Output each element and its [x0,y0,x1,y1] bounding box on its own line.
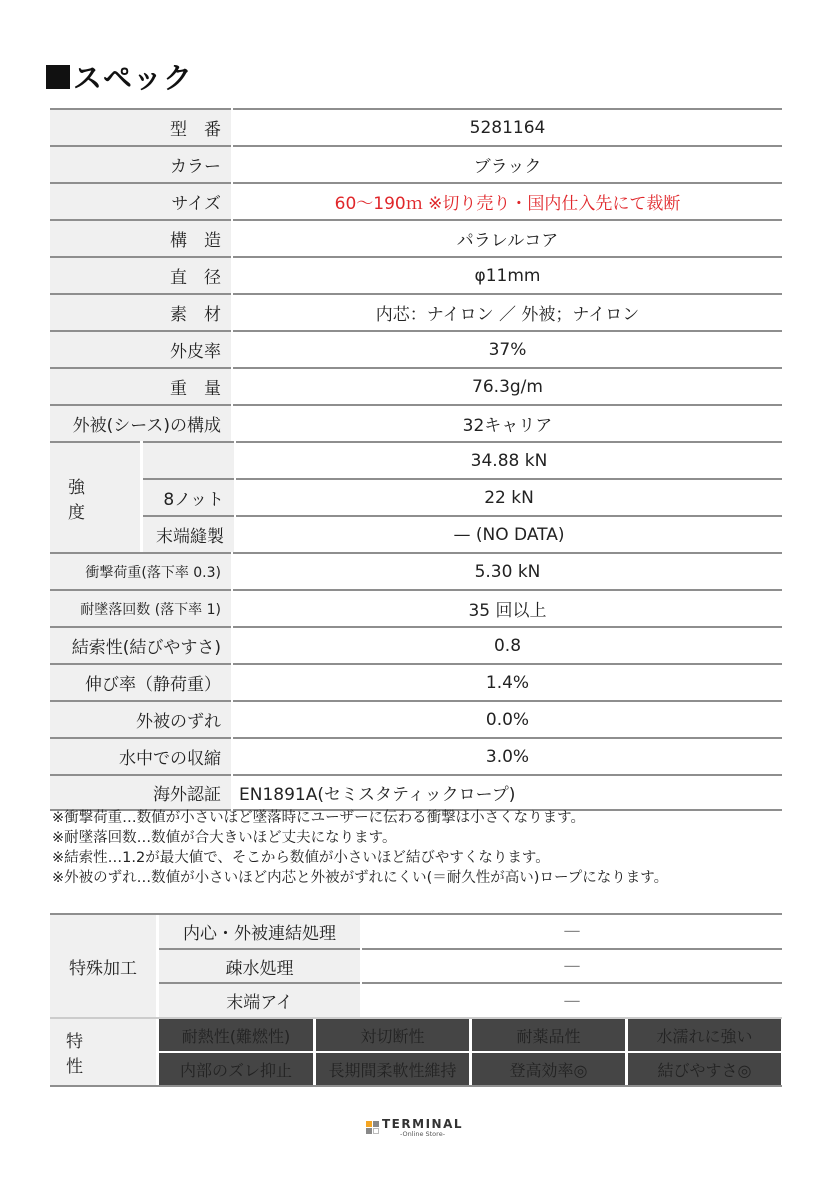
spec-value: 0.0% [233,700,782,737]
features-grid [159,1019,782,1085]
feature-cell: 長期間柔軟性維持 [316,1053,469,1085]
spec-value: 32キャリア [233,404,782,441]
spec-row [50,737,782,774]
spec-label: サイズ [50,182,231,219]
note-line: ※衝撃荷重…数値が小さいほど墜落時にユーザーに伝わる衝撃は小さくなります。 [52,810,585,826]
spec-label: 外被(シース)の構成 [50,404,231,441]
spec-value-highlight: 60〜190ｍ ※切り売り・国内仕入先にて裁断 [233,182,782,219]
spec-label: 海外認証 [50,774,231,811]
logo-subtitle: -Online Store- [399,1130,446,1138]
special-sublabels [159,915,360,1017]
spec-label: 外被のずれ [50,700,231,737]
spec-value: 76.3g/m [233,367,782,404]
spec-value: ブラック [233,145,782,182]
spec-value: 内芯：ナイロン ／ 外被；ナイロン [233,293,782,330]
section-title-text: スペック [73,61,194,95]
spec-row [50,700,782,737]
special-value: — [362,982,782,1017]
strength-sublabel: 8ノット [143,478,234,515]
feature-cell: 耐熱性(難燃性) [159,1019,313,1051]
spec-row [50,182,782,219]
spec-row [50,774,782,811]
spec-row [50,108,782,145]
strength-sublabels [143,441,234,552]
spec-label: 重 量 [50,367,231,404]
features-group [50,1017,782,1087]
special-value: — [362,948,782,983]
spec-value: 5.30 kN [233,552,782,589]
notes [52,808,668,888]
feature-cell: 水濡れに強い [628,1019,781,1051]
feature-cell: 内部のズレ抑止 [159,1053,313,1085]
note-line: ※結索性…1.2が最大値で、そこから数値が小さいほど結びやすくなります。 [52,850,550,866]
note-line: ※外被のずれ…数値が小さいほど内芯と外被がずれにくい(＝耐久性が高い)ロープになります。 [52,870,669,886]
feature-cell: 結びやすさ◎ [628,1053,781,1085]
spec-row [50,256,782,293]
feature-cell: 耐薬品性 [472,1019,625,1051]
spec-row [50,145,782,182]
spec-value: 0.8 [233,626,782,663]
spec-value: 1.4% [233,663,782,700]
terminal-logo [366,1118,463,1138]
strength-label: 強 度 [50,441,140,552]
spec-value: EN1891A(セミスタティックロープ) [233,774,782,811]
strength-value: 34.88 kN [236,441,782,478]
spec-row [50,330,782,367]
spec-label: 素 材 [50,293,231,330]
section-title [46,56,193,97]
spec-value: 5281164 [233,108,782,145]
spec-label: 構 造 [50,219,231,256]
spec-row [50,404,782,441]
special-sublabel: 内心・外被連結処理 [159,915,360,948]
spec-label: カラー [50,145,231,182]
spec-row [50,626,782,663]
spec-row [50,589,782,626]
spec-label: 衝撃荷重(落下率 0.3) [50,552,231,589]
strength-value: — (NO DATA) [236,515,782,552]
spec-row [50,663,782,700]
spec-value: 35 回以上 [233,589,782,626]
square-bullet-icon [46,65,70,89]
spec-value: φ11mm [233,256,782,293]
strength-sublabel: 末端縫製 [143,515,234,552]
feature-cell: 対切断性 [316,1019,469,1051]
strength-values [236,441,782,552]
strength-value: 22 kN [236,478,782,515]
logo-brand: TERMINAL [382,1117,464,1131]
spec-label: 水中での収縮 [50,737,231,774]
special-processing-group [50,913,782,1017]
special-value: — [563,921,581,942]
spec-label: 直 径 [50,256,231,293]
spec-row [50,219,782,256]
features-label: 特 性 [50,1019,156,1085]
logo-mark-icon [366,1121,379,1134]
spec-row [50,552,782,589]
spec-table [50,108,782,811]
spec-row [50,367,782,404]
spec-value: 37% [233,330,782,367]
special-sublabel: 末端アイ [159,982,360,1017]
special-values [362,915,782,1017]
spec-label: 結索性(結びやすさ) [50,626,231,663]
spec-label: 伸び率（静荷重） [50,663,231,700]
spec-row [50,293,782,330]
strength-sublabel [143,441,234,478]
spec-value: 3.0% [233,737,782,774]
spec-label: 耐墜落回数 (落下率 1) [50,589,231,626]
feature-cell: 登高効率◎ [472,1053,625,1085]
spec-label: 型 番 [50,108,231,145]
spec-value: パラレルコア [233,219,782,256]
special-sublabel: 疎水処理 [159,948,360,983]
special-table [50,913,782,1087]
special-processing-label: 特殊加工 [50,915,156,1017]
spec-label: 外皮率 [50,330,231,367]
strength-group [50,441,782,552]
note-line: ※耐墜落回数…数値が合大きいほど丈夫になります。 [52,830,397,846]
